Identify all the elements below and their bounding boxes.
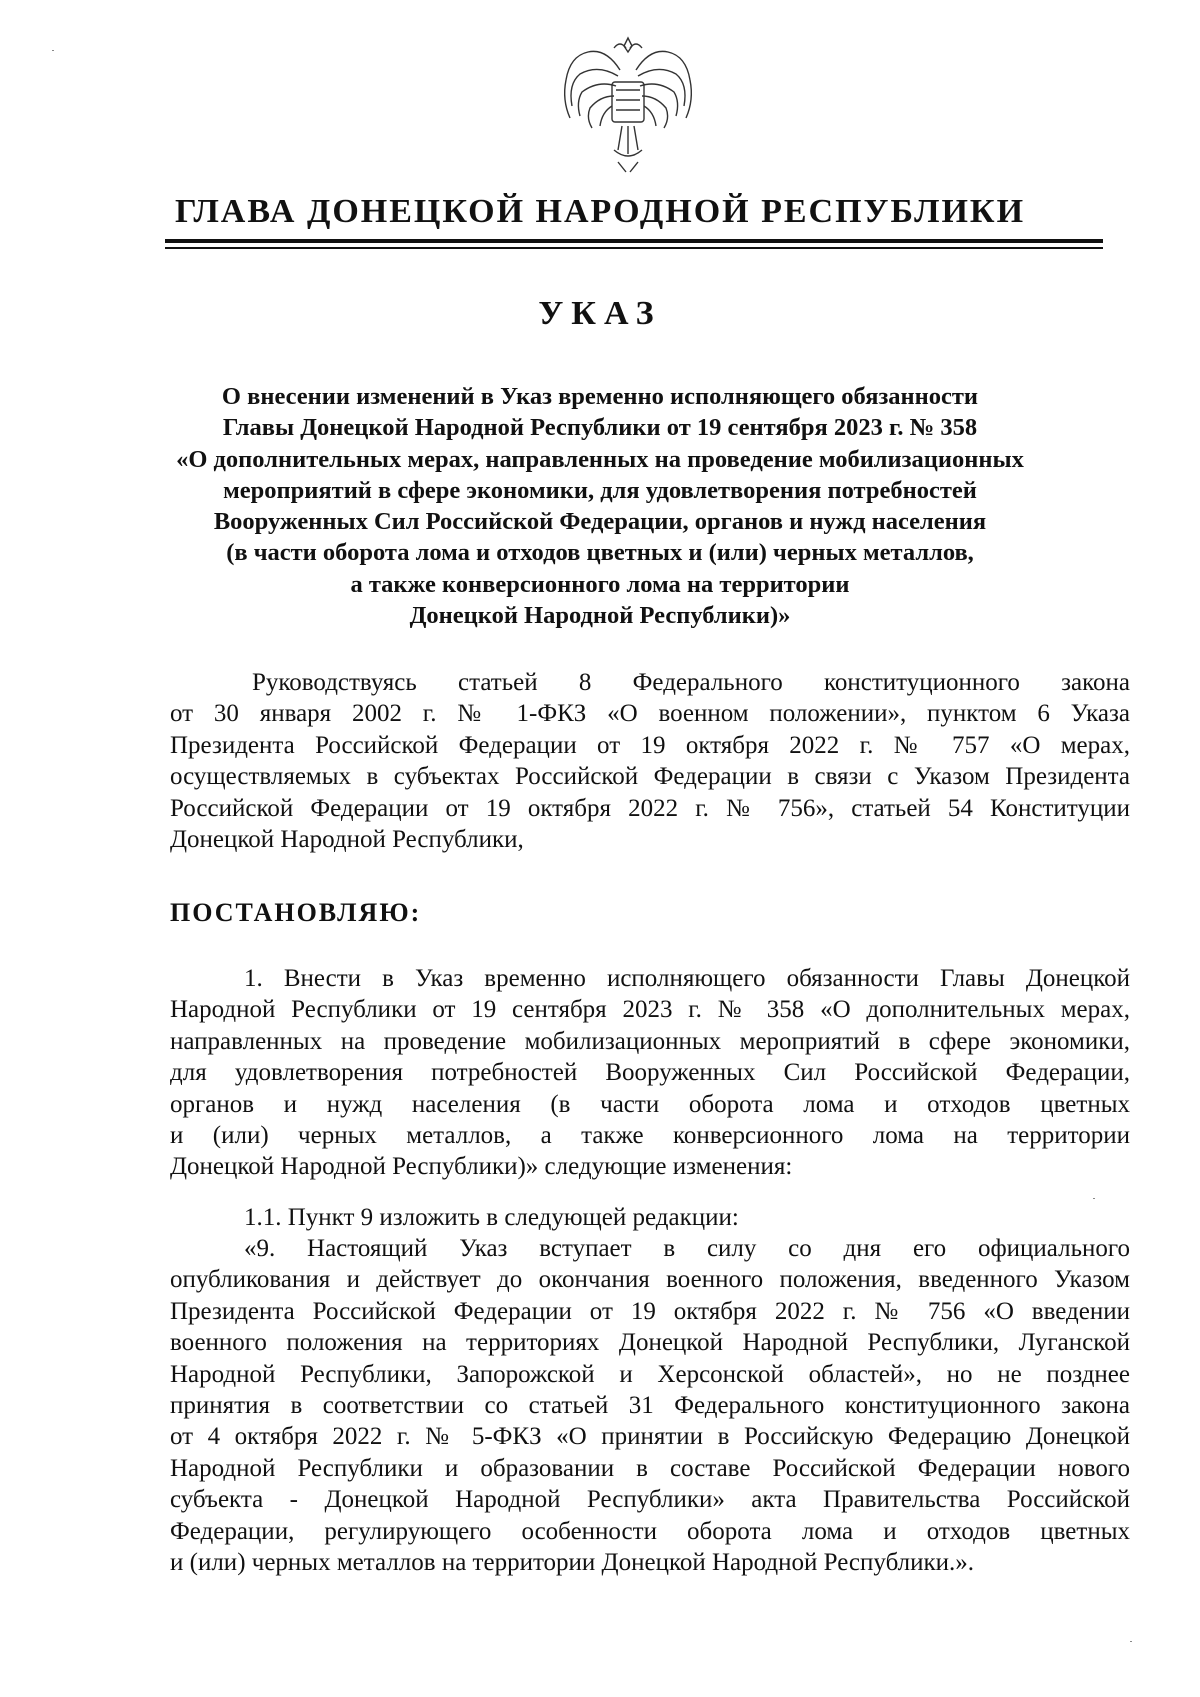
paragraph-line: Донецкой Народной Республики)» следующие изменения: bbox=[170, 1153, 793, 1181]
decree-subject bbox=[150, 381, 1050, 631]
paragraph-line: от 4 октября 2022 г. № 5-ФКЗ «О принятии в Российскую Федерацию Донецкой bbox=[170, 1423, 1130, 1451]
paragraph-line: Президента Российской Федерации от 19 октября 2022 г. № 756 «О введении bbox=[170, 1297, 1130, 1325]
subject-line: «О дополнительных мерах, направленных на проведение мобилизационных bbox=[176, 445, 1024, 473]
paragraph-line: принятия в соответствии со статьей 31 Федерального конституционного закона bbox=[170, 1392, 1130, 1420]
scan-speck bbox=[1130, 1641, 1132, 1642]
paragraph-line: и (или) черных металлов, а также конверсионного лома на территории bbox=[170, 1122, 1130, 1150]
paragraph-line: осуществляемых в субъектах Российской Федерации в связи с Указом Президента bbox=[170, 763, 1130, 791]
dpr-coat-of-arms-icon bbox=[548, 30, 708, 180]
paragraph-line: «9. Настоящий Указ вступает в силу со дня его официального bbox=[244, 1235, 1130, 1262]
preamble-paragraph bbox=[170, 667, 1130, 855]
subject-line: Вооруженных Сил Российской Федерации, органов и нужд населения bbox=[213, 508, 987, 536]
paragraph-line: от 30 января 2002 г. № 1-ФКЗ «О военном положении», пунктом 6 Указа bbox=[170, 700, 1130, 728]
paragraph-line: Федерации, регулирующего особенности оборота лома и отходов цветных bbox=[170, 1517, 1130, 1545]
paragraph-line: Российской Федерации от 19 октября 2022 г. № 756», статьей 54 Конституции bbox=[170, 794, 1130, 822]
subject-line: Донецкой Народной Республики)» bbox=[409, 602, 791, 630]
subject-line: Главы Донецкой Народной Республики от 19 сентября 2023 г. № 358 bbox=[222, 414, 978, 442]
paragraph-line: Донецкой Народной Республики, bbox=[170, 826, 524, 854]
resolve-heading: ПОСТАНОВЛЯЮ: bbox=[170, 898, 422, 927]
paragraph-line: для удовлетворения потребностей Вооруженных Сил Российской Федерации, bbox=[170, 1059, 1130, 1087]
document-type: УКАЗ bbox=[538, 295, 662, 332]
paragraph-line: 1.1. Пункт 9 изложить в следующей редакции: bbox=[244, 1204, 739, 1231]
scan-speck bbox=[52, 50, 54, 51]
header-divider-thin bbox=[165, 247, 1103, 249]
subject-line: мероприятий в сфере экономики, для удовлетворения потребностей bbox=[223, 476, 977, 504]
paragraph-line: Руководствуясь статьей 8 Федерального конституционного закона bbox=[252, 669, 1130, 696]
paragraph-line: органов и нужд населения (в части оборота лома и отходов цветных bbox=[170, 1090, 1130, 1118]
paragraph-line: военного положения на территориях Донецкой Народной Республики, Луганской bbox=[170, 1329, 1130, 1357]
scan-speck bbox=[1093, 1198, 1095, 1199]
paragraph-line: 1. Внести в Указ временно исполняющего обязанности Главы Донецкой bbox=[244, 965, 1130, 992]
paragraph-line: субъекта - Донецкой Народной Республики» акта Правительства Российской bbox=[170, 1486, 1130, 1514]
subject-line: О внесении изменений в Указ временно исполняющего обязанности bbox=[221, 383, 979, 410]
paragraph-line: направленных на проведение мобилизационных мероприятий в сфере экономики, bbox=[170, 1027, 1130, 1055]
header-divider-thick bbox=[165, 239, 1103, 243]
paragraph-line: опубликования и действует до окончания военного положения, введенного Указом bbox=[170, 1266, 1130, 1294]
new-point-9-paragraph bbox=[170, 1233, 1130, 1578]
subject-line: (в части оборота лома и отходов цветных и (или) черных металлов, bbox=[226, 539, 974, 567]
paragraph-line: Народной Республики, Запорожской и Херсонской областей», но не позднее bbox=[170, 1360, 1130, 1388]
paragraph-line: и (или) черных металлов на территории Донецкой Народной Республики.». bbox=[170, 1549, 975, 1577]
paragraph-line: Народной Республики и образовании в составе Российской Федерации нового bbox=[170, 1454, 1130, 1482]
paragraph-line: Народной Республики от 19 сентября 2023 г. № 358 «О дополнительных мерах, bbox=[170, 996, 1130, 1024]
clause-1-paragraph bbox=[170, 963, 1130, 1183]
paragraph-line: Президента Российской Федерации от 19 октября 2022 г. № 757 «О мерах, bbox=[170, 731, 1130, 759]
issuing-authority: ГЛАВА ДОНЕЦКОЙ НАРОДНОЙ РЕСПУБЛИКИ bbox=[174, 193, 1026, 230]
subject-line: а также конверсионного лома на территории bbox=[350, 570, 850, 598]
clause-1-1-paragraph bbox=[170, 1202, 1130, 1233]
